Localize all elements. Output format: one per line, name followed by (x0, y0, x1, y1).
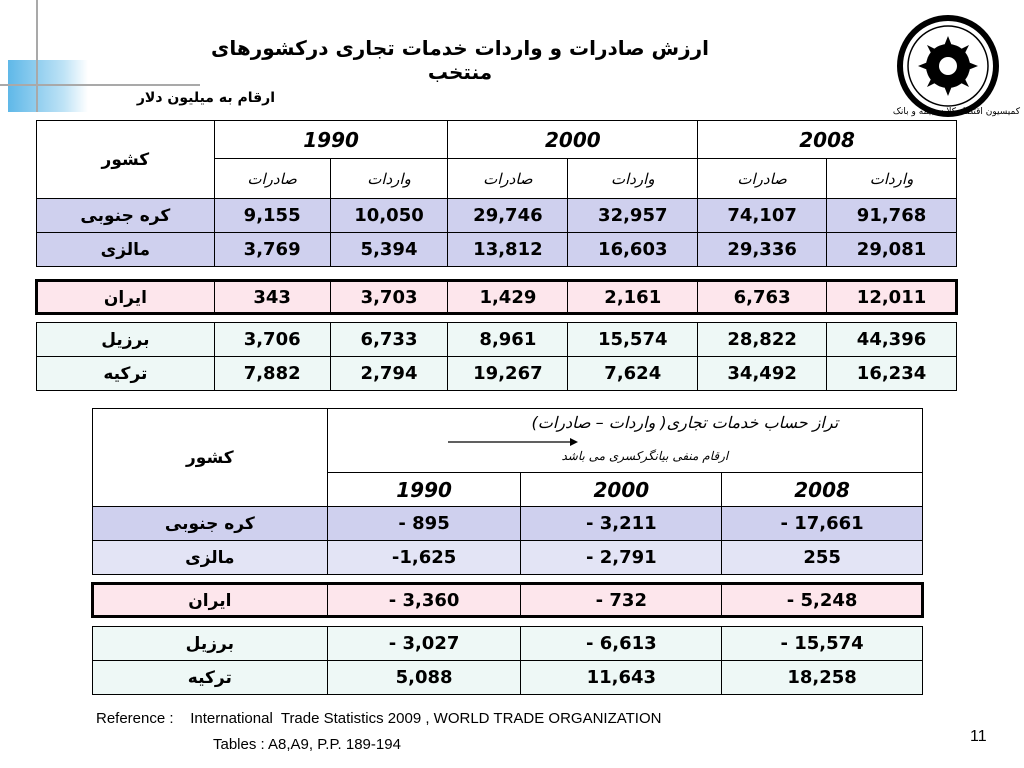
table-row (93, 507, 923, 541)
page-title: ارزش صادرات و واردات خدمات تجاری درکشورهای منتخب (210, 36, 710, 84)
value-cell: 15,574 (568, 323, 698, 357)
country-cell: کره جنوبی (37, 199, 215, 233)
services-balance-table (92, 408, 923, 575)
value-cell: 1,429 (448, 281, 568, 315)
country-cell: ایران (37, 281, 215, 315)
value-cell: - 15,574 (722, 627, 923, 661)
reference-tables-line: Tables : A8,A9, P.P. 189-194 (213, 736, 401, 753)
table-row (93, 661, 923, 695)
decorative-band (8, 60, 88, 112)
value-cell: 19,267 (448, 357, 568, 391)
value-cell: 7,624 (568, 357, 698, 391)
year-header: 2000 (521, 473, 722, 507)
value-cell: 44,396 (827, 323, 957, 357)
value-cell: 74,107 (698, 199, 827, 233)
year-header: 1990 (327, 473, 521, 507)
value-cell: - 895 (327, 507, 521, 541)
value-cell: - 6,613 (521, 627, 722, 661)
year-header: 1990 (214, 121, 448, 159)
value-cell: 5,088 (327, 661, 521, 695)
value-cell: 10,050 (330, 199, 448, 233)
value-cell: 255 (722, 541, 923, 575)
value-cell: 16,603 (568, 233, 698, 267)
country-cell: کره جنوبی (93, 507, 328, 541)
value-cell: - 2,791 (521, 541, 722, 575)
table-row (93, 541, 923, 575)
chamber-of-commerce-logo-icon (896, 14, 1000, 118)
year-header: 2000 (448, 121, 698, 159)
value-cell: 8,961 (448, 323, 568, 357)
decorative-vertical-line (36, 0, 38, 112)
logo-caption: کمیسیون اقتصاد کلان، بیمه و بانک (892, 107, 1020, 117)
country-header: کشور (93, 409, 328, 507)
value-cell: 91,768 (827, 199, 957, 233)
value-cell: 18,258 (722, 661, 923, 695)
value-cell: - 732 (521, 584, 722, 618)
value-cell: - 3,211 (521, 507, 722, 541)
reference-line: Reference : International Trade Statistics 2009 , WORLD TRADE ORGANIZATION (96, 710, 662, 727)
table-row (37, 281, 957, 315)
decorative-horizontal-line (0, 84, 200, 86)
exports-subheader: صادرات (214, 159, 330, 199)
balance-header (327, 409, 922, 473)
services-balance-table-lower (92, 626, 923, 695)
iran-balance-row-table (92, 583, 923, 618)
value-cell: - 5,248 (722, 584, 923, 618)
table-row (37, 199, 957, 233)
value-cell: 3,769 (214, 233, 330, 267)
value-cell: 9,155 (214, 199, 330, 233)
year-header: 2008 (698, 121, 957, 159)
units-note: ارقام به میلیون دلار (136, 90, 275, 106)
country-cell: ترکیه (93, 661, 328, 695)
value-cell: 3,706 (214, 323, 330, 357)
year-header: 2008 (722, 473, 923, 507)
value-cell: 16,234 (827, 357, 957, 391)
country-header: کشور (37, 121, 215, 199)
table-row (37, 233, 957, 267)
balance-title: تراز حساب خدمات تجاری( واردات – صادرات) (531, 413, 839, 432)
value-cell: 29,746 (448, 199, 568, 233)
value-cell: 32,957 (568, 199, 698, 233)
value-cell: 5,394 (330, 233, 448, 267)
value-cell: 7,882 (214, 357, 330, 391)
country-cell: ترکیه (37, 357, 215, 391)
imports-subheader: واردات (330, 159, 448, 199)
value-cell: - 3,360 (327, 584, 521, 618)
value-cell: 12,011 (827, 281, 957, 315)
services-trade-table-lower (36, 322, 957, 391)
country-cell: ایران (93, 584, 328, 618)
imports-subheader: واردات (827, 159, 957, 199)
value-cell: 29,081 (827, 233, 957, 267)
value-cell: 3,703 (330, 281, 448, 315)
imports-subheader: واردات (568, 159, 698, 199)
balance-note: ارقام منفی بیانگرکسری می باشد (561, 449, 729, 463)
iran-row-table (36, 280, 957, 315)
value-cell: 13,812 (448, 233, 568, 267)
country-cell: برزیل (93, 627, 328, 661)
value-cell: 6,763 (698, 281, 827, 315)
value-cell: 34,492 (698, 357, 827, 391)
table-row (93, 584, 923, 618)
table-row (37, 323, 957, 357)
table-row (37, 357, 957, 391)
value-cell: -1,625 (327, 541, 521, 575)
value-cell: 28,822 (698, 323, 827, 357)
exports-subheader: صادرات (448, 159, 568, 199)
value-cell: 343 (214, 281, 330, 315)
value-cell: - 17,661 (722, 507, 923, 541)
exports-subheader: صادرات (698, 159, 827, 199)
arrow-right-icon (448, 437, 578, 447)
page-number: 11 (970, 728, 987, 745)
value-cell: - 3,027 (327, 627, 521, 661)
value-cell: 11,643 (521, 661, 722, 695)
table-row (93, 627, 923, 661)
value-cell: 29,336 (698, 233, 827, 267)
country-cell: مالزی (93, 541, 328, 575)
value-cell: 2,161 (568, 281, 698, 315)
country-cell: مالزی (37, 233, 215, 267)
value-cell: 2,794 (330, 357, 448, 391)
services-trade-table (36, 120, 957, 267)
value-cell: 6,733 (330, 323, 448, 357)
country-cell: برزیل (37, 323, 215, 357)
